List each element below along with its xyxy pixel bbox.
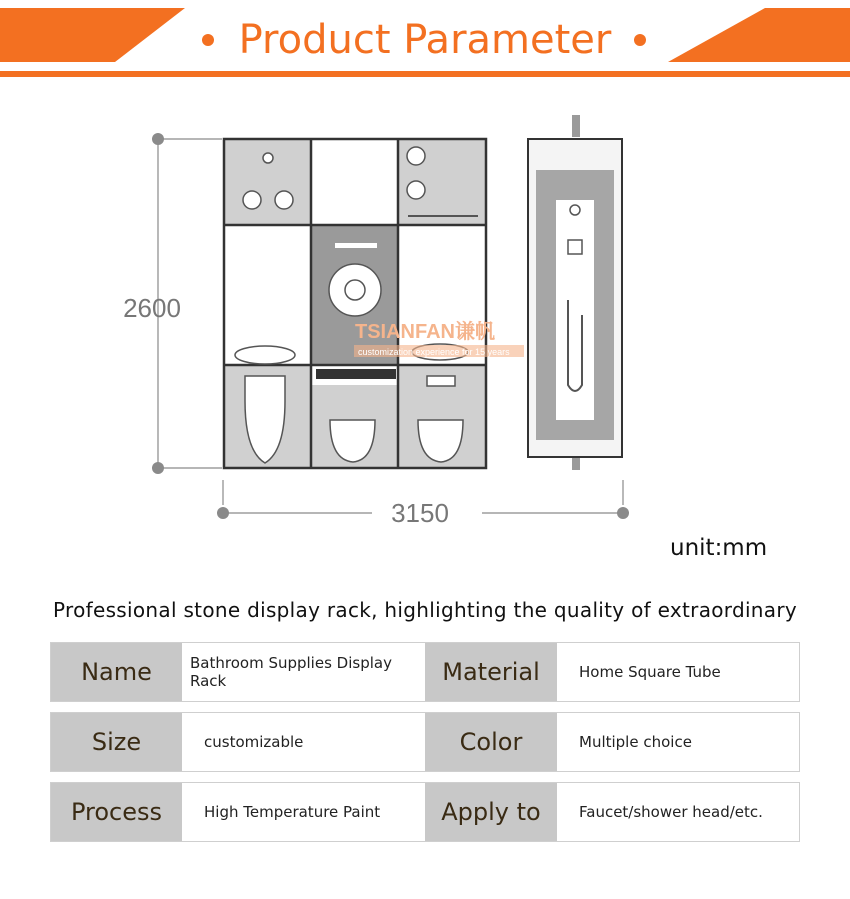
side-view <box>528 115 622 470</box>
param-label: Color <box>425 713 557 771</box>
param-value: Faucet/shower head/etc. <box>579 803 763 821</box>
param-value: High Temperature Paint <box>204 803 381 821</box>
param-value: Bathroom Supplies Display Rack <box>190 654 392 690</box>
param-label: Size <box>51 713 182 771</box>
front-view <box>224 139 486 468</box>
width-dimension-label: 3150 <box>391 498 449 528</box>
height-dimension-label: 2600 <box>123 293 181 323</box>
param-value: Multiple choice <box>579 733 692 751</box>
param-label: Material <box>425 643 557 701</box>
param-label: Apply to <box>425 783 557 841</box>
unit-label: unit:mm <box>670 535 768 561</box>
watermark-subtitle: customization experience for 15 years <box>358 347 510 357</box>
param-value: Home Square Tube <box>579 663 721 681</box>
tagline: Professional stone display rack, highlighting the quality of extraordinary <box>53 598 797 622</box>
header-banner <box>0 0 850 80</box>
table-row <box>50 642 800 702</box>
param-value: customizable <box>204 733 304 751</box>
page-title: Product Parameter <box>238 17 612 63</box>
product-drawing <box>0 80 850 530</box>
param-label: Process <box>51 783 182 841</box>
watermark-brand: TSIANFAN谦帆 <box>355 321 495 343</box>
table-row <box>50 712 800 772</box>
table-row <box>50 782 800 842</box>
parameter-table <box>50 642 800 852</box>
param-label: Name <box>51 643 182 701</box>
